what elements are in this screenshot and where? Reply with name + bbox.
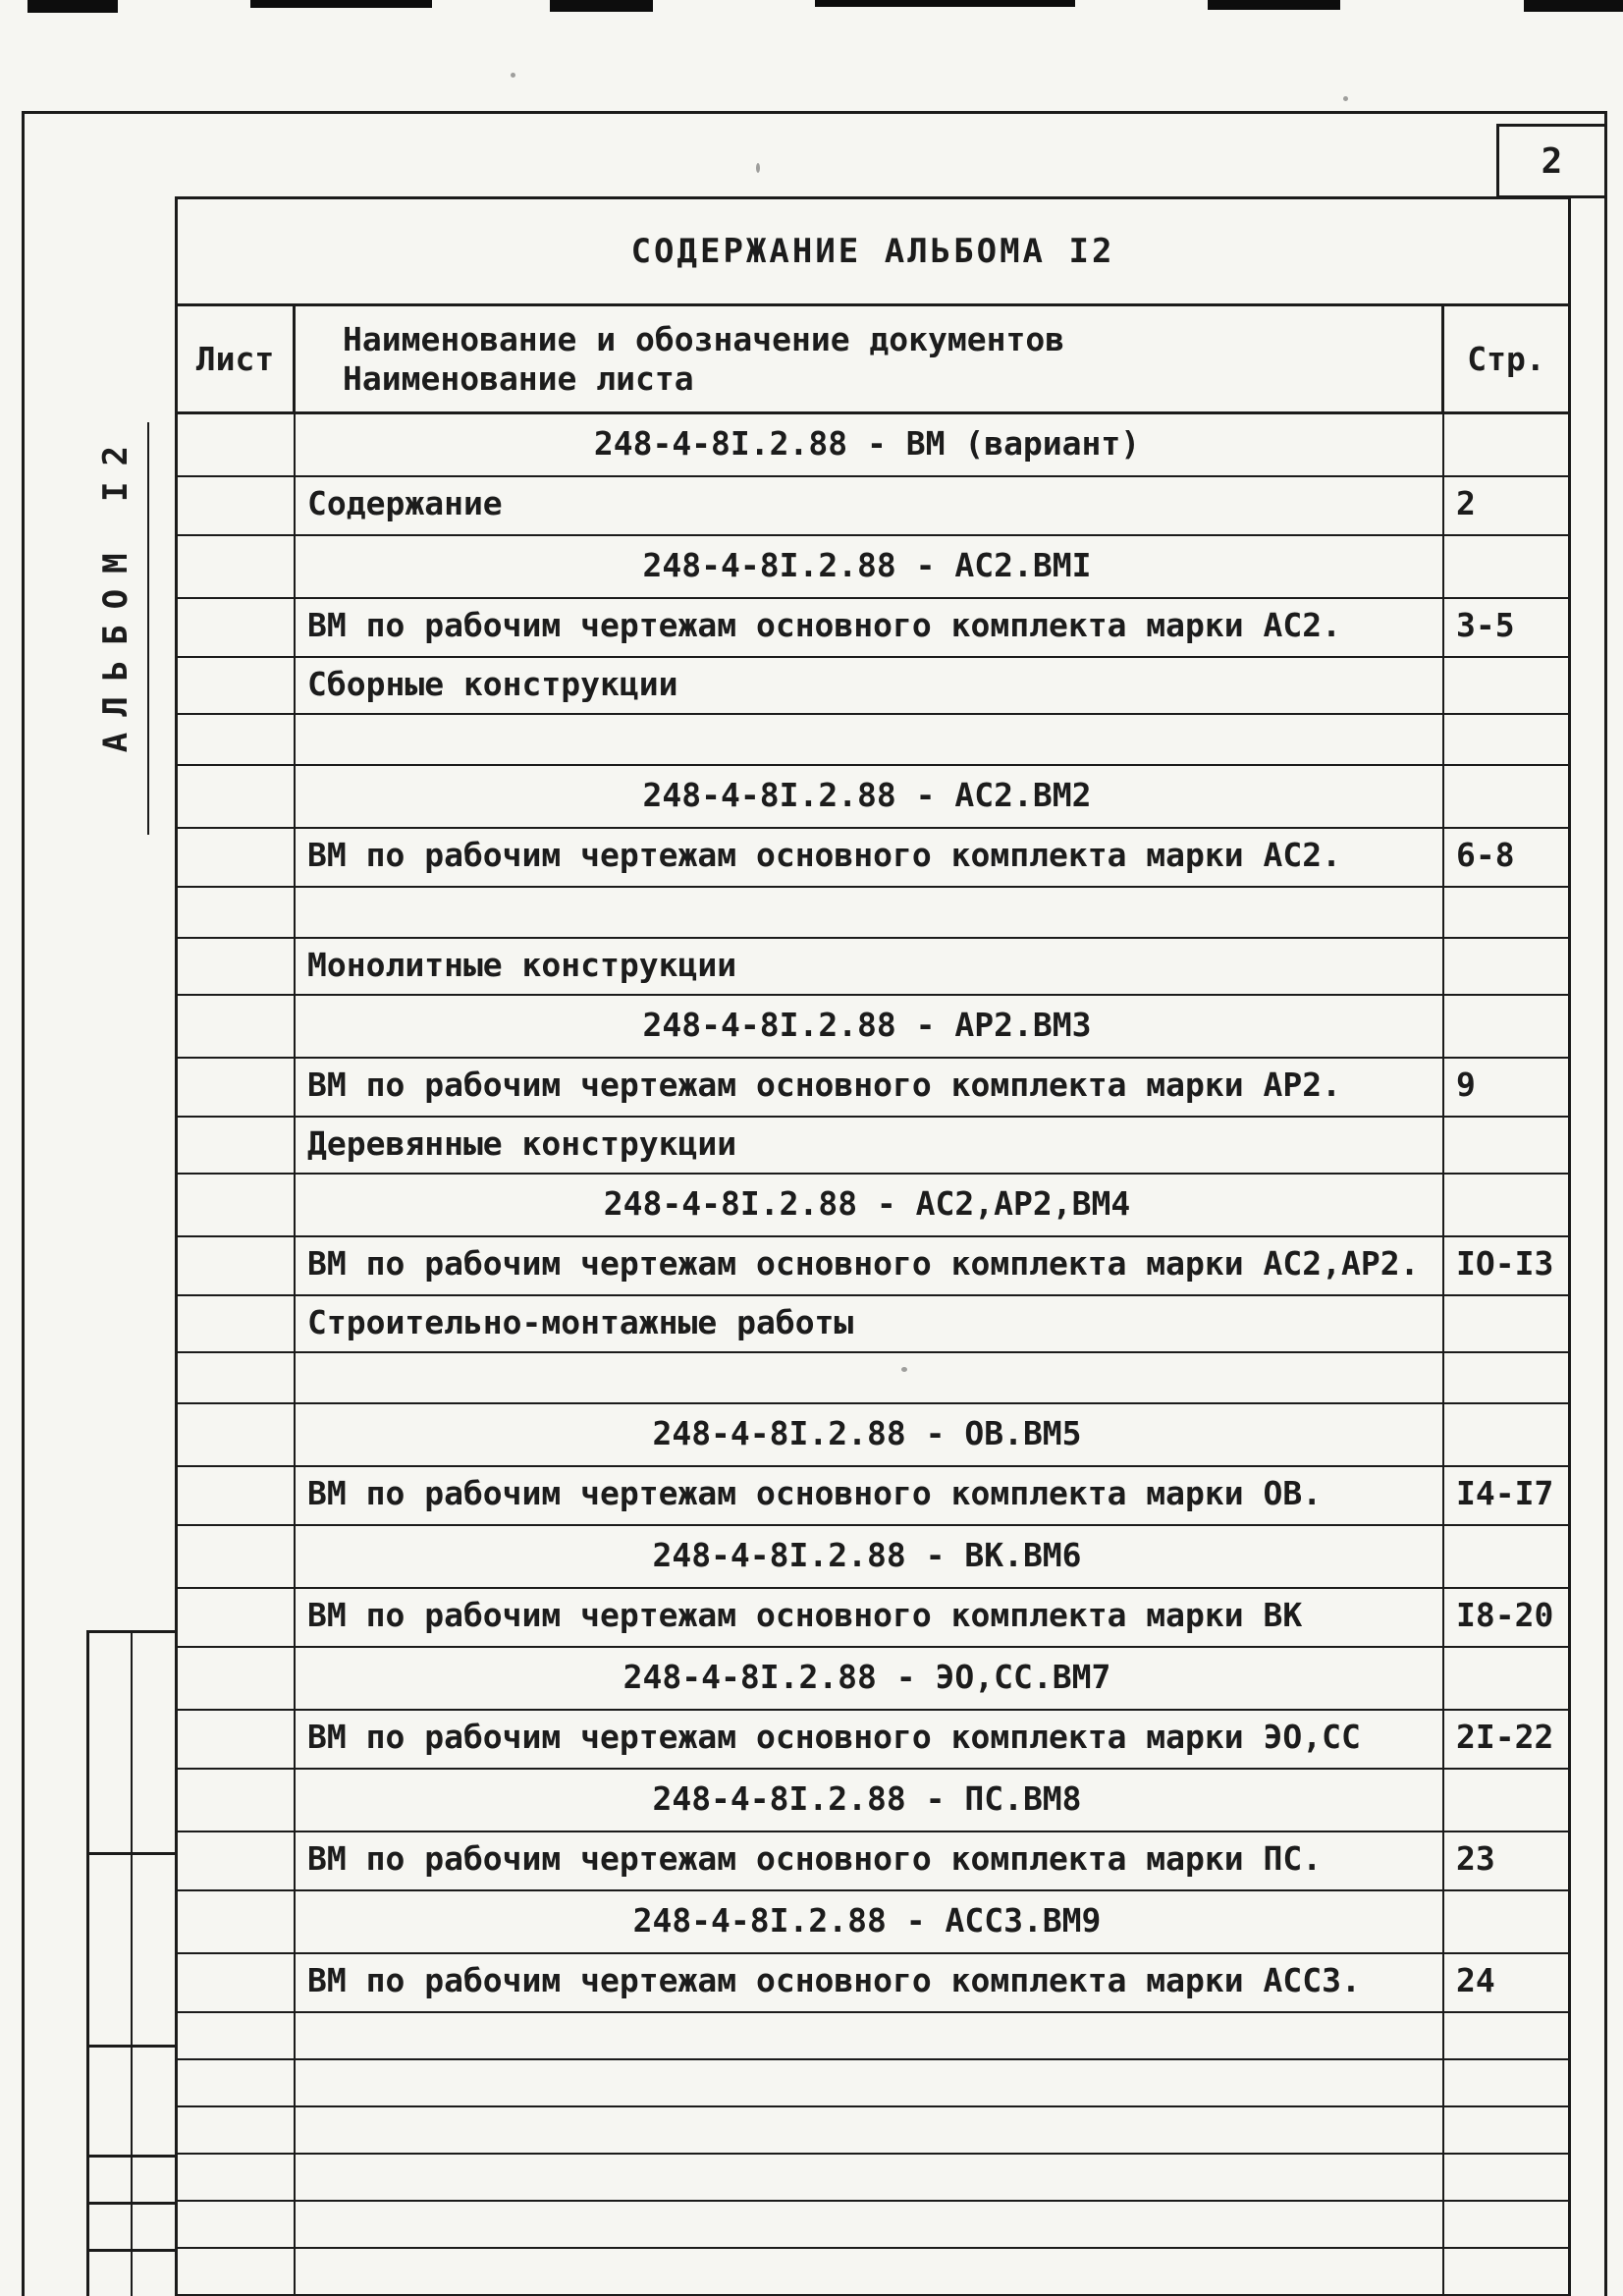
cell-name: [296, 2013, 1444, 2058]
cell-page: 23: [1456, 1839, 1495, 1878]
cell-page: [1444, 939, 1568, 994]
table-row: [178, 1404, 1568, 1467]
table-row: [178, 2202, 1568, 2249]
table-row: [178, 414, 1568, 477]
table-row: [178, 2155, 1568, 2202]
cell-sheet: [178, 888, 296, 937]
cell-page: 9: [1456, 1066, 1476, 1104]
table-row: [178, 829, 1568, 888]
cell-page: [1444, 2155, 1568, 2200]
cell-page: I4-I7: [1456, 1474, 1554, 1512]
cell-page: [1444, 536, 1568, 597]
cell-page: [1444, 2013, 1568, 2058]
cell-sheet: [178, 536, 296, 597]
cell-name: ВМ по рабочим чертежам основного комплекта марки АР2.: [296, 1059, 1444, 1116]
stamp-horizontal-line: [86, 2202, 178, 2205]
cell-sheet: [178, 1648, 296, 1709]
cell-sheet: [178, 658, 296, 713]
cell-page: [1444, 658, 1568, 713]
stamp-vertical-line: [86, 1630, 89, 2296]
scan-speck: [511, 73, 515, 78]
cell-sheet: [178, 1118, 296, 1173]
table-row: [178, 1175, 1568, 1237]
cell-sheet: [178, 1891, 296, 1952]
table-row: [178, 996, 1568, 1059]
stamp-horizontal-line: [86, 2249, 178, 2252]
cell-sheet: [178, 414, 296, 475]
table-row: [178, 477, 1568, 536]
cell-name: 248-4-8I.2.88 - ВМ (вариант): [296, 414, 1444, 475]
table-row: [178, 1353, 1568, 1404]
table-row: [178, 1526, 1568, 1589]
cell-sheet: [178, 1467, 296, 1524]
cell-name: [296, 2155, 1444, 2200]
header-name-line2: Наименование листа: [343, 358, 694, 398]
cell-page: 2I-22: [1456, 1718, 1554, 1756]
frame-left-border: [22, 111, 25, 2296]
cell-name: [296, 2107, 1444, 2153]
table-body: [178, 414, 1568, 2296]
cell-sheet: [178, 1237, 296, 1294]
page-title: СОДЕРЖАНИЕ АЛЬБОМА I2: [630, 231, 1115, 271]
cell-name: 248-4-8I.2.88 - ПС.ВМ8: [296, 1770, 1444, 1831]
cell-name: ВМ по рабочим чертежам основного комплекта марки АС2,АР2.: [296, 1237, 1444, 1294]
cell-sheet: [178, 1832, 296, 1889]
cell-page: 6-8: [1456, 836, 1515, 874]
cell-name: [296, 1353, 1444, 1402]
cell-name: [296, 2060, 1444, 2105]
cell-sheet: [178, 2155, 296, 2200]
cell-name: [296, 2202, 1444, 2247]
cell-sheet: [178, 2013, 296, 2058]
cell-page: IO-I3: [1456, 1244, 1554, 1283]
cell-page: I8-20: [1456, 1596, 1554, 1634]
cell-page: [1444, 1296, 1568, 1351]
cell-sheet: [178, 2202, 296, 2247]
frame-top-border: [22, 111, 1607, 114]
table-row: [178, 2107, 1568, 2155]
table-row: [178, 1770, 1568, 1832]
cell-page: [1444, 1353, 1568, 1402]
cell-sheet: [178, 829, 296, 886]
cell-sheet: [178, 1404, 296, 1465]
cell-sheet: [178, 1353, 296, 1402]
cell-page: [1444, 2107, 1568, 2153]
frame-right-border: [1604, 111, 1607, 2296]
stamp-horizontal-line: [86, 2155, 178, 2158]
table-row: [178, 1954, 1568, 2013]
cell-name: Деревянные конструкции: [296, 1118, 1444, 1173]
contents-table: [175, 196, 1571, 2296]
stamp-vertical-line: [131, 1630, 133, 2296]
cell-name: ВМ по рабочим чертежам основного комплекта марки ОВ.: [296, 1467, 1444, 1524]
cell-name: ВМ по рабочим чертежам основного комплекта марки АСС3.: [296, 1954, 1444, 2011]
cell-name: Содержание: [296, 477, 1444, 534]
cell-name: 248-4-8I.2.88 - АСС3.ВМ9: [296, 1891, 1444, 1952]
scan-artifact: [27, 0, 118, 13]
header-sheet-label: Лист: [195, 339, 275, 378]
table-row: [178, 1296, 1568, 1353]
album-side-label-rule: [147, 422, 149, 835]
cell-sheet: [178, 1296, 296, 1351]
table-title-row: [178, 199, 1568, 306]
header-name-column: [296, 306, 1444, 411]
cell-page: [1444, 2202, 1568, 2247]
cell-name: [296, 2249, 1444, 2294]
table-header: [178, 306, 1568, 414]
cell-page: [1444, 888, 1568, 937]
scan-speck: [1343, 96, 1348, 101]
table-row: [178, 1059, 1568, 1118]
cell-sheet: [178, 766, 296, 827]
cell-page: [1444, 766, 1568, 827]
header-sheet-column: [178, 306, 296, 411]
cell-page: [1444, 1404, 1568, 1465]
cell-page: 3-5: [1456, 606, 1515, 644]
album-side-label: АЛЬБОМ I2: [96, 430, 135, 753]
cell-name: ВМ по рабочим чертежам основного комплекта марки ПС.: [296, 1832, 1444, 1889]
cell-sheet: [178, 599, 296, 656]
cell-page: 24: [1456, 1961, 1495, 1999]
cell-page: [1444, 1526, 1568, 1587]
cell-name: Строительно-монтажные работы: [296, 1296, 1444, 1351]
cell-sheet: [178, 2060, 296, 2105]
stamp-horizontal-line: [86, 1630, 178, 1633]
table-row: [178, 1832, 1568, 1891]
cell-sheet: [178, 1175, 296, 1235]
cell-name: 248-4-8I.2.88 - АР2.ВМ3: [296, 996, 1444, 1057]
cell-page: [1444, 414, 1568, 475]
cell-sheet: [178, 2249, 296, 2294]
cell-sheet: [178, 1589, 296, 1646]
cell-sheet: [178, 715, 296, 764]
page-number-box: [1496, 124, 1607, 198]
cell-page: [1444, 715, 1568, 764]
cell-sheet: [178, 1711, 296, 1768]
cell-page: [1444, 2249, 1568, 2294]
table-row: [178, 2060, 1568, 2107]
table-row: [178, 888, 1568, 939]
cell-page: [1444, 1118, 1568, 1173]
cell-name: ВМ по рабочим чертежам основного комплекта марки ЭО,СС: [296, 1711, 1444, 1768]
header-page-column: [1444, 306, 1568, 411]
table-row: [178, 715, 1568, 766]
table-row: [178, 599, 1568, 658]
cell-name: ВМ по рабочим чертежам основного комплекта марки ВК: [296, 1589, 1444, 1646]
scan-artifact: [1524, 0, 1623, 12]
cell-name: 248-4-8I.2.88 - ЭО,СС.ВМ7: [296, 1648, 1444, 1709]
cell-name: 248-4-8I.2.88 - АС2.ВМI: [296, 536, 1444, 597]
table-row: [178, 1237, 1568, 1296]
table-row: [178, 1589, 1568, 1648]
table-row: [178, 658, 1568, 715]
page-number: 2: [1541, 140, 1563, 182]
cell-sheet: [178, 1059, 296, 1116]
header-name-line1: Наименование и обозначение документов: [343, 319, 1065, 358]
cell-page: [1444, 2060, 1568, 2105]
table-row: [178, 1118, 1568, 1175]
cell-name: 248-4-8I.2.88 - АС2.ВМ2: [296, 766, 1444, 827]
cell-sheet: [178, 1770, 296, 1831]
cell-name: [296, 715, 1444, 764]
header-page-label: Стр.: [1467, 339, 1545, 378]
cell-sheet: [178, 996, 296, 1057]
cell-page: [1444, 1648, 1568, 1709]
cell-name: 248-4-8I.2.88 - АС2,АР2,ВМ4: [296, 1175, 1444, 1235]
table-row: [178, 1467, 1568, 1526]
table-row: [178, 2249, 1568, 2296]
table-row: [178, 766, 1568, 829]
scan-artifact: [550, 0, 653, 12]
table-row: [178, 536, 1568, 599]
cell-sheet: [178, 1954, 296, 2011]
scan-artifact: [1208, 0, 1340, 10]
cell-name: Монолитные конструкции: [296, 939, 1444, 994]
table-row: [178, 1891, 1568, 1954]
cell-name: 248-4-8I.2.88 - ОВ.ВМ5: [296, 1404, 1444, 1465]
scan-artifact: [250, 0, 432, 8]
cell-name: Сборные конструкции: [296, 658, 1444, 713]
cell-page: [1444, 1891, 1568, 1952]
scan-speck: [756, 163, 760, 173]
cell-sheet: [178, 2107, 296, 2153]
cell-name: 248-4-8I.2.88 - ВК.ВМ6: [296, 1526, 1444, 1587]
scan-artifact: [815, 0, 1075, 7]
cell-name: [296, 888, 1444, 937]
cell-sheet: [178, 477, 296, 534]
table-row: [178, 1711, 1568, 1770]
cell-sheet: [178, 939, 296, 994]
cell-name: ВМ по рабочим чертежам основного комплекта марки АС2.: [296, 599, 1444, 656]
cell-sheet: [178, 1526, 296, 1587]
table-row: [178, 939, 1568, 996]
cell-page: 2: [1456, 484, 1476, 522]
table-row: [178, 2013, 1568, 2060]
cell-page: [1444, 1770, 1568, 1831]
table-row: [178, 1648, 1568, 1711]
cell-name: ВМ по рабочим чертежам основного комплекта марки АС2.: [296, 829, 1444, 886]
cell-page: [1444, 1175, 1568, 1235]
stamp-horizontal-line: [86, 1852, 178, 1855]
stamp-horizontal-line: [86, 2045, 178, 2048]
cell-page: [1444, 996, 1568, 1057]
